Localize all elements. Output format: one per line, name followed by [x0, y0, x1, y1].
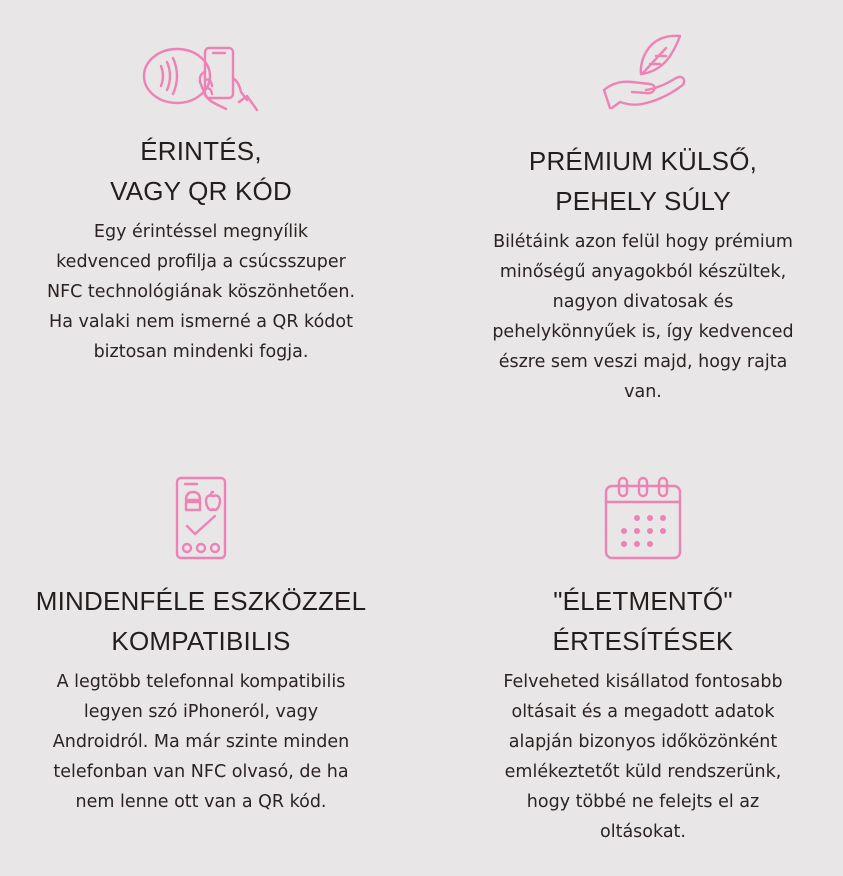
feature-title: MINDENFÉLE ESZKÖZZEL KOMPATIBILIS: [35, 586, 367, 656]
feature-title: "ÉLETMENTŐ" ÉRTESÍTÉSEK: [552, 586, 734, 656]
feature-description: A legtöbb telefonnal kompatibilis legyen szó iPhoneról, vagy Androidról. Ma már szinte minden telefonban van NFC olvasó, de ha nem lenne ott van a QR kód.: [52, 672, 350, 812]
feature-title: PRÉMIUM KÜLSŐ, PEHELY SÚLY: [528, 146, 758, 216]
feature-compatibility: [31, 476, 371, 817]
feature-hand-icon: [598, 30, 688, 114]
feature-description: Egy érintéssel megnyílik kedvenced profilja a csúcsszuper NFC technológiának köszönhetően. Ha valaki nem ismerné a QR kódot biztosan mindenki fogja.: [46, 222, 356, 362]
feature-premium-light: [473, 30, 813, 407]
calendar-icon: [603, 476, 683, 560]
feature-description: Bilétáink azon felül hogy prémium minőségű anyagokból készültek, nagyon divatosak és pehelykönnyűek is, így kedvenced észre sem veszi majd, hogy rajta van.: [492, 232, 794, 402]
feature-title: ÉRINTÉS, VAGY QR KÓD: [110, 136, 292, 206]
nfc-phone-tap-icon: [139, 40, 263, 112]
phone-compatibility-icon: [173, 476, 229, 560]
feature-description: Felveheted kisállatod fontosabb oltásait és a megadott adatok alapján bizonyos időközönként emlékeztetőt küld rendszerünk, hogy többé ne felejts el az oltásokat.: [503, 672, 783, 842]
feature-notifications: [473, 476, 813, 847]
feature-nfc-qr: [31, 40, 371, 367]
